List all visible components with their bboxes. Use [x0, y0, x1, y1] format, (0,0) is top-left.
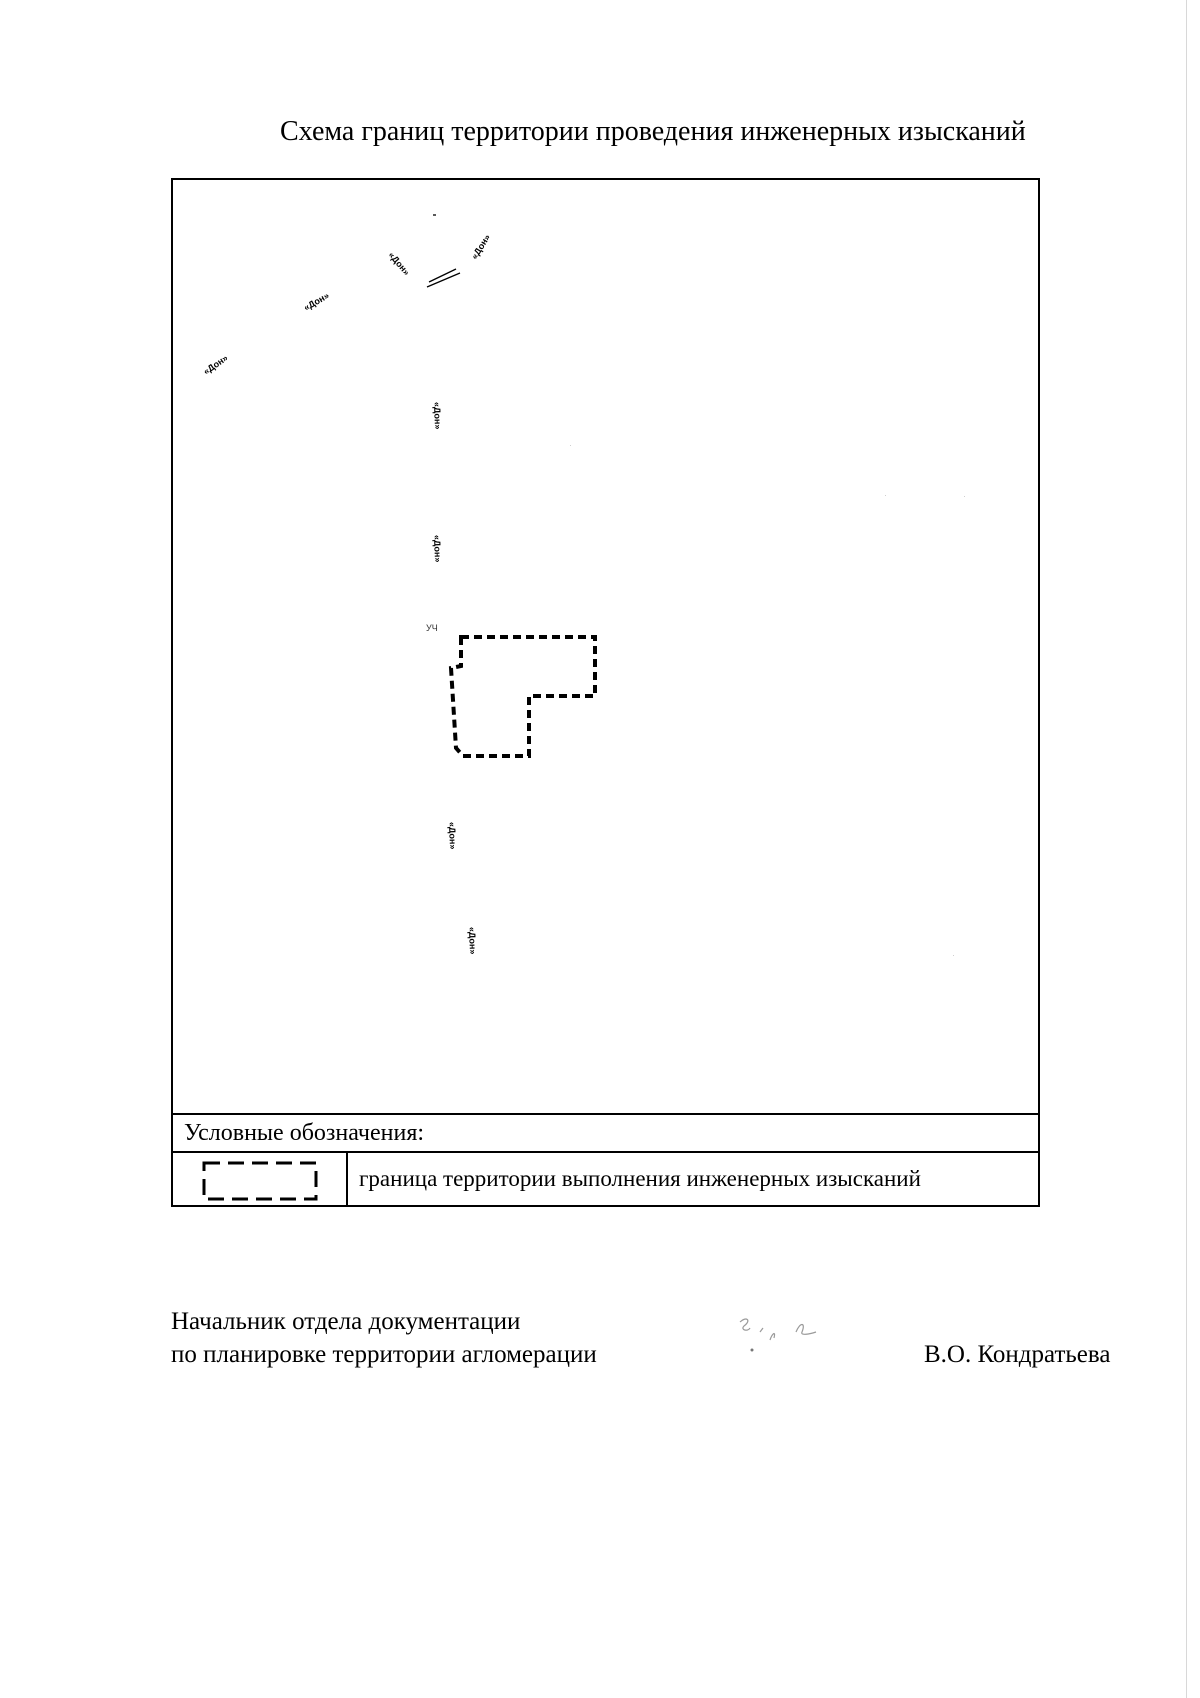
- map-label-text: «Дон»: [432, 534, 443, 563]
- map-label-text: «Дон»: [469, 232, 493, 262]
- signer-position-line: по планировке территории агломерации: [171, 1341, 597, 1368]
- map-label: [432, 535, 443, 563]
- site-marker-label: УЧ: [426, 623, 438, 633]
- map-label-text: «Дон»: [386, 249, 412, 278]
- scheme-map: [173, 180, 1038, 1115]
- scheme-frame: [171, 178, 1040, 1207]
- map-label: [467, 927, 478, 955]
- map-label-text: «Дон»: [432, 401, 443, 430]
- survey-boundary: [451, 637, 595, 756]
- handwritten-signature: [730, 1310, 840, 1360]
- road-stroke-marks: [427, 215, 460, 287]
- dashed-boundary-icon: [202, 1161, 318, 1201]
- legend-item-text: граница территории выполнения инженерных изысканий: [359, 1166, 921, 1191]
- page-edge-line: [1186, 0, 1187, 1698]
- map-label: [432, 402, 443, 430]
- map-label-text: «Дон»: [302, 290, 331, 313]
- map-label: [302, 290, 331, 312]
- signer-position-line: Начальник отдела документации: [171, 1308, 521, 1335]
- legend-heading-row: [173, 1115, 1038, 1153]
- map-label-text: «Дон»: [201, 352, 230, 377]
- map-specks: [570, 445, 965, 956]
- signer-position: [171, 1305, 597, 1371]
- map-label: [447, 822, 458, 850]
- map-label-text: «Дон»: [447, 821, 458, 850]
- document-title: Схема границ территории проведения инженерных изысканий: [280, 116, 1026, 147]
- map-label: [201, 353, 229, 377]
- signer-name: В.О. Кондратьева: [924, 1341, 1111, 1368]
- scheme-map-canvas: [173, 180, 1038, 1113]
- map-label-text: «Дон»: [467, 926, 478, 955]
- map-label: [469, 232, 492, 261]
- legend-item: [173, 1153, 1038, 1205]
- map-label: [386, 250, 411, 277]
- legend-symbol-cell: [173, 1153, 348, 1205]
- legend-heading: Условные обозначения:: [184, 1120, 425, 1146]
